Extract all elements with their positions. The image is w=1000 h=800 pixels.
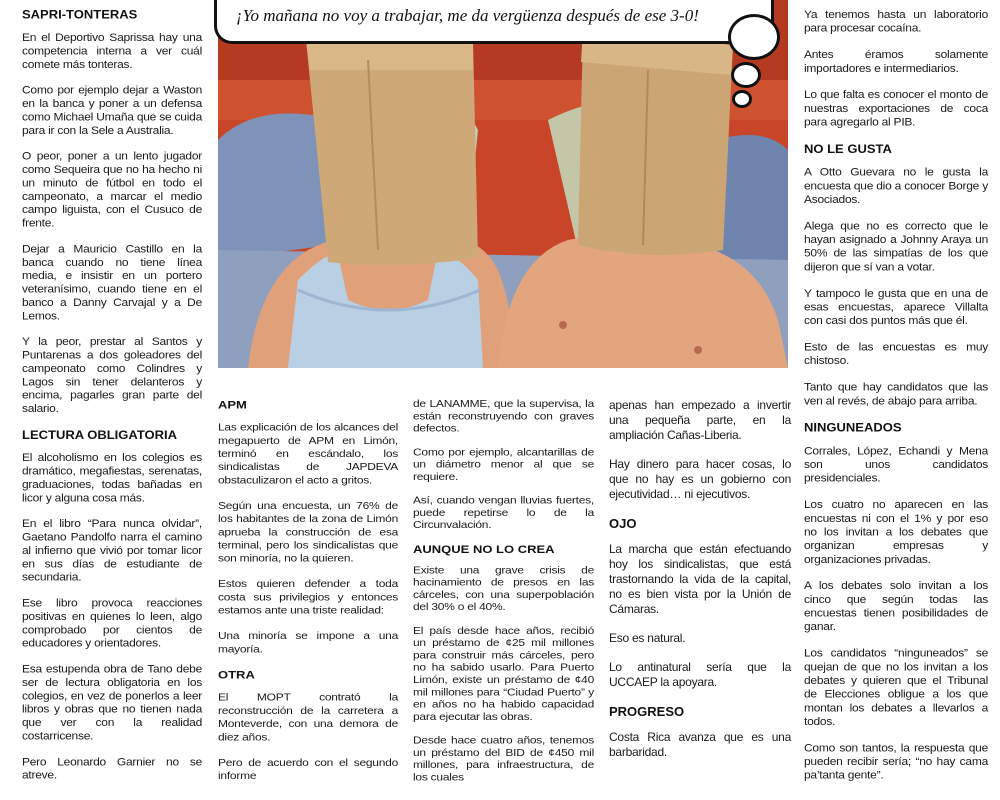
paragraph: A los debates solo invitan a los cinco que según todas las encuestas tienen posibilidades de ganar. [804,579,988,633]
paragraph: La marcha que están efectuando hoy los sindicalistas, que está trastornando la vida de la capital, no es bien vista por la Unión de Cámaras. [609,542,791,616]
paragraph: Hay dinero para hacer cosas, lo que no hay es un gobierno con ejecutividad… ni ejecutivos. [609,457,791,501]
paragraph: apenas han empezado a invertir una pequeña parte, en la ampliación Cañas-Liberia. [609,398,791,442]
paragraph: Una minoría se impone a una mayoría. [218,629,398,655]
column-2 [218,398,398,795]
column-1 [22,8,202,795]
paragraph: En el Deportivo Saprissa hay una competencia interna a ver cuál comete más tonteras. [22,31,202,71]
paragraph: Dejar a Mauricio Castillo en la banca cuando no tiene línea media, e insistir en un portero veteranísimo, cuando tiene en el banco a Danny Carvajal y a De Lemos. [22,242,202,322]
paragraph: Eso es natural. [609,631,686,645]
paragraph: Tanto que hay candidatos que las ven al revés, de abajo para arriba. [804,380,988,408]
two-people-paper-bags-photo [218,0,788,368]
heading-lectura-obligatoria: LECTURA OBLIGATORIA [22,428,178,442]
paragraph: Desde hace cuatro años, tenemos un préstamo del BID de ¢450 mil millones, para infraestructura, de los cuales [413,734,594,783]
heading-sapri-tonteras: SAPRI-TONTERAS [22,8,138,22]
paragraph: Ya tenemos hasta un laboratorio para procesar cocaína. [804,8,988,35]
paragraph: Costa Rica avanza que es una barbaridad. [609,730,791,759]
paragraph: Las explicación de los alcances del megapuerto de APM en Limón, terminó en escándalo, los sindicalistas de JAPDEVA obstaculizaron el acto a gritos. [218,420,398,486]
thought-bubble-caption: ¡Yo mañana no voy a trabajar, me da vergüenza después de ese 3-0! [236,6,699,25]
paragraph: El MOPT contrató la reconstrucción de la carretera a Monteverde, con una demora de diez años. [218,691,398,743]
paragraph: Pero de acuerdo con el segundo informe [218,756,398,782]
paragraph: Según una encuesta, un 76% de los habitantes de la zona de Limón aprueba la construcción de esa terminal, pero los sindicalistas que son minoría, no la quieren. [218,499,398,565]
paragraph: Como son tantos, la respuesta que pueden recibir sería; “no hay cama pa’tanta gente”. [804,741,988,782]
paragraph: Ese libro provoca reacciones positivas en quienes lo leen, algo comprobado por cientos de educadores y orientadores. [22,596,202,650]
heading-ninguneados: NINGUNEADOS [804,420,902,435]
heading-ojo: OJO [609,516,637,531]
paragraph: El alcoholismo en los colegios es dramático, megafiestas, serenatas, graduaciones, todas bañadas en licor y alguna cosa más. [22,451,202,504]
paragraph: Lo antinatural sería que la UCCAEP la apoyara. [609,660,791,689]
paragraph: A Otto Guevara no le gusta la encuesta que dio a conocer Borge y Asociados. [804,165,988,206]
heading-otra: OTRA [218,668,255,682]
paragraph: Los candidatos “ninguneados” se quejan de que no los invitan a los debates y quieren que el Tribunal de Elecciones obligue a los que montan los debates a llevarlos a todos. [804,646,988,728]
paragraph: El país desde hace años, recibió un préstamo de ¢25 mil millones para construir más cárceles, pero no ha sabido usarlo. Para Puerto Limón, existe un préstamo de ¢40 mil millones para “Ciudad Puerto” y en años no ha habido capacidad para ejecutar las obras. [413,624,594,723]
paragraph: Los cuatro no aparecen en las encuestas ni con el 1% y por eso no los invitan a los debates que organizan empresas y organizaciones privadas. [804,498,988,566]
paragraph: Como por ejemplo dejar a Waston en la banca y poner a un defensa como Michael Umaña que se cuida para ir con la Sele a Australia. [22,83,202,137]
paragraph: Corrales, López, Echandi y Mena son unos candidatos presidenciales. [804,444,988,485]
paragraph: Lo que falta es conocer el monto de nuestras exportaciones de coca para agregarlo al PIB. [804,88,988,129]
paragraph: Estos quieren defender a toda costa sus privilegios y entonces estamos ante una triste realidad: [218,577,398,617]
thought-circle-large [728,14,780,60]
paragraph: Esto de las encuestas es muy chistoso. [804,340,988,367]
paragraph: Así, cuando vengan lluvias fuertes, puede repetirse lo de la Circunvalación. [413,494,594,531]
paragraph: Y tampoco le gusta que en una de esas encuestas, aparece Villalta con casi dos puntos más que él. [804,286,988,327]
paragraph: Antes éramos solamente importadores e intermediarios. [804,48,988,75]
cover-photo [218,0,788,368]
heading-no-le-gusta: NO LE GUSTA [804,141,892,156]
paragraph: O peor, poner a un lento jugador como Sequeira que no ha hecho ni un minuto de fútbol en todo el campeonato, a marcar el medio campo liguista, con el Cusuco de frente. [22,149,202,230]
paragraph: Pero Leonardo Garnier no se atreve. [22,755,202,782]
column-5 [804,8,988,795]
column-3 [413,398,594,795]
column-4 [609,398,791,774]
paragraph: Y la peor, prestar al Santos y Puntarenas a dos goleadores del campeonato como Colindres y Lagos sin tener delanteros y encima, pagarles gran parte del salario. [22,335,202,415]
paragraph: Existe una grave crisis de hacinamiento de presos en las cárceles, con una superpoblación del 30% o el 40%. [413,564,594,613]
thought-circle-small [732,90,752,108]
heading-progreso: PROGRESO [609,704,685,719]
paragraph: Como por ejemplo, alcantarillas de un diámetro menor al que se requiere. [413,446,594,483]
paragraph: Esa estupenda obra de Tano debe ser de lectura obligatoria en los colegios, en vez de ponerlos a leer libros y obras que no tienen nada que ver con la realidad costarricense. [22,662,202,743]
heading-aunque-no-lo-crea: AUNQUE NO LO CREA [413,542,555,556]
paragraph: Alega que no es correcto que le hayan asignado a Johnny Araya un 50% de las simpatías de los que dijeron que sí van a votar. [804,219,988,274]
paragraph: de LANAMME, que la supervisa, la están reconstruyendo con graves defectos. [413,398,594,435]
heading-apm: APM [218,398,247,412]
paragraph: En el libro “Para nunca olvidar”, Gaetano Pandolfo narra el camino al infierno que vivió por tomar licor en sus días de estudiante de secundaria. [22,517,202,584]
thought-circle-medium [731,62,761,88]
